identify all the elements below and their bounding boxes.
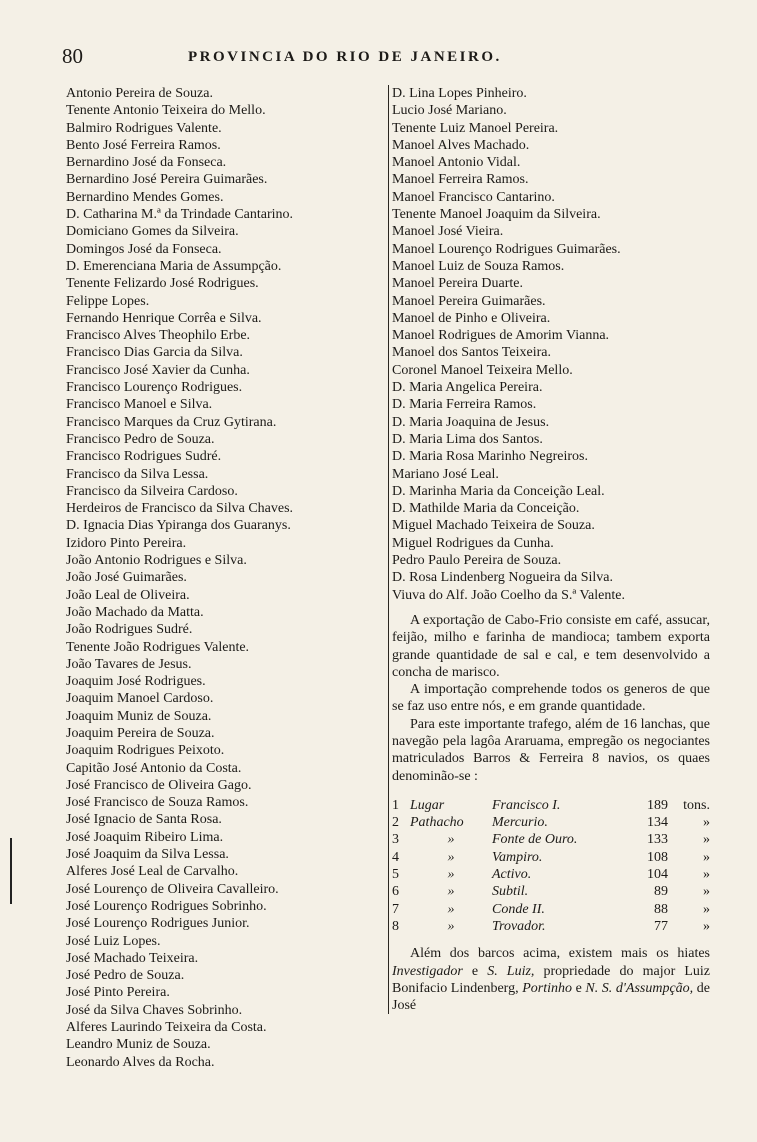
ship-unit: » bbox=[703, 884, 710, 900]
name-entry: Francisco Marques da Cruz Gytirana. bbox=[66, 414, 277, 430]
name-entry: Manoel Ferreira Ramos. bbox=[392, 172, 529, 188]
left-column-names bbox=[66, 85, 382, 1071]
ship-name: Mercurio. bbox=[492, 815, 548, 831]
name-entry: João Leal de Oliveira. bbox=[66, 587, 190, 603]
ship-unit: » bbox=[703, 832, 710, 848]
name-entry: D. Catharina M.ª da Trindade Cantarino. bbox=[66, 207, 294, 223]
ship-unit: » bbox=[703, 867, 710, 883]
name-entry: Bernardino José da Fonseca. bbox=[66, 155, 227, 171]
ship-type: » bbox=[447, 918, 455, 934]
name-entry: Bento José Ferreira Ramos. bbox=[66, 137, 221, 153]
ship-type: » bbox=[447, 849, 455, 865]
ship-tons: 133 bbox=[647, 832, 668, 848]
ship-name: Subtil. bbox=[492, 884, 529, 900]
name-entry: Manoel dos Santos Teixeira. bbox=[392, 345, 551, 361]
final-ship-assumpcao: N. S. d'Assumpção, bbox=[585, 980, 694, 996]
name-entry: Manoel Antonio Vidal. bbox=[392, 155, 521, 171]
ship-row bbox=[392, 918, 710, 935]
name-entry: João Tavares de Jesus. bbox=[66, 656, 192, 672]
name-entry: Balmiro Rodrigues Valente. bbox=[66, 120, 222, 136]
name-entry: D. Rosa Lindenberg Nogueira da Silva. bbox=[392, 570, 613, 586]
name-entry: Manoel Lourenço Rodrigues Guimarães. bbox=[392, 241, 621, 257]
name-entry: Pedro Paulo Pereira de Souza. bbox=[392, 553, 562, 569]
ship-name: Conde II. bbox=[492, 901, 545, 917]
name-entry: D. Maria Joaquina de Jesus. bbox=[392, 414, 550, 430]
ship-row bbox=[392, 901, 710, 918]
name-entry: Manoel Pereira Duarte. bbox=[392, 276, 523, 292]
name-entry: José Pedro de Souza. bbox=[66, 968, 185, 984]
ship-unit: » bbox=[703, 815, 710, 831]
name-entry: Francisco Dias Garcia da Silva. bbox=[66, 345, 243, 361]
name-entry: Capitão José Antonio da Costa. bbox=[66, 760, 242, 776]
name-entry: Felippe Lopes. bbox=[66, 293, 150, 309]
name-entry: José Francisco de Souza Ramos. bbox=[66, 795, 249, 811]
name-entry: Alferes Laurindo Teixeira da Costa. bbox=[66, 1020, 267, 1036]
paragraph-importacao-text: A importação comprehende todos os generos de que se faz uso entre nós, e em grande quantidade. bbox=[392, 682, 710, 715]
name-entry: Manoel Alves Machado. bbox=[392, 137, 530, 153]
name-entry: Domiciano Gomes da Silveira. bbox=[66, 224, 239, 240]
ship-type: » bbox=[447, 884, 455, 900]
name-entry: Joaquim Muniz de Souza. bbox=[66, 708, 212, 724]
ship-type: Lugar bbox=[410, 797, 445, 813]
name-entry: Fernando Henrique Corrêa e Silva. bbox=[66, 310, 262, 326]
ship-name: Activo. bbox=[492, 867, 532, 883]
paragraph-final bbox=[392, 945, 710, 1014]
ship-type: » bbox=[447, 901, 455, 917]
name-entry: Francisco Rodrigues Sudré. bbox=[66, 449, 222, 465]
name-entry: Izidoro Pinto Pereira. bbox=[66, 535, 187, 551]
name-entry: José Pinto Pereira. bbox=[66, 985, 170, 1001]
name-entry: Francisco da Silva Lessa. bbox=[66, 466, 209, 482]
name-entry: Leonardo Alves da Rocha. bbox=[66, 1054, 215, 1070]
name-entry: José Luiz Lopes. bbox=[66, 933, 161, 949]
ships-table bbox=[392, 797, 710, 935]
name-entry: Manoel Pereira Guimarães. bbox=[392, 293, 546, 309]
final-text-1: Além dos barcos acima, existem mais os hiates bbox=[410, 946, 710, 962]
name-entry: Herdeiros de Francisco da Silva Chaves. bbox=[66, 501, 294, 517]
paragraph-importacao bbox=[392, 681, 710, 716]
ship-row bbox=[392, 831, 710, 848]
name-entry: Alferes José Leal de Carvalho. bbox=[66, 864, 239, 880]
ship-num: 2 bbox=[392, 815, 399, 831]
margin-mark bbox=[10, 838, 12, 904]
ship-type: Pathacho bbox=[410, 815, 464, 831]
name-entry: José Lourenço de Oliveira Cavalleiro. bbox=[66, 881, 279, 897]
name-entry: Leandro Muniz de Souza. bbox=[66, 1037, 211, 1053]
ship-num: 8 bbox=[392, 918, 399, 934]
name-entry: Miguel Rodrigues da Cunha. bbox=[392, 535, 554, 551]
page-header bbox=[62, 44, 712, 76]
ship-tons: 134 bbox=[647, 815, 668, 831]
name-entry: Coronel Manoel Teixeira Mello. bbox=[392, 362, 573, 378]
paragraph-exportacao bbox=[392, 612, 710, 681]
name-entry: Joaquim Manoel Cardoso. bbox=[66, 691, 214, 707]
name-entry: D. Emerenciana Maria de Assumpção. bbox=[66, 258, 282, 274]
final-text-3: propriedade do major Luiz Bonifacio Lindenberg, bbox=[392, 963, 710, 996]
name-entry: D. Marinha Maria da Conceição Leal. bbox=[392, 483, 605, 499]
name-entry: Tenente Manoel Joaquim da Silveira. bbox=[392, 207, 601, 223]
name-entry: Bernardino José Pereira Guimarães. bbox=[66, 172, 268, 188]
ship-name: Fonte de Ouro. bbox=[492, 832, 578, 848]
ship-row bbox=[392, 849, 710, 866]
name-entry: Francisco Manoel e Silva. bbox=[66, 397, 213, 413]
paragraph-trafego-text: Para este importante trafego, além de 16 lanchas, que navegão pela lagôa Araruama, empregão os negociantes matriculados Barros & Ferreira 8 navios, os quaes denominão-se : bbox=[392, 716, 710, 784]
name-entry: Francisco da Silveira Cardoso. bbox=[66, 483, 238, 499]
name-entry: D. Maria Ferreira Ramos. bbox=[392, 397, 537, 413]
name-entry: Tenente Felizardo José Rodrigues. bbox=[66, 276, 259, 292]
name-entry: José Lourenço Rodrigues Sobrinho. bbox=[66, 898, 267, 914]
name-entry: Joaquim Rodrigues Peixoto. bbox=[66, 743, 225, 759]
ship-tons: 77 bbox=[654, 918, 668, 934]
ship-num: 3 bbox=[392, 832, 399, 848]
name-entry: Manoel José Vieira. bbox=[392, 224, 504, 240]
ship-unit: » bbox=[703, 849, 710, 865]
ship-unit: » bbox=[703, 901, 710, 917]
name-entry: Bernardino Mendes Gomes. bbox=[66, 189, 224, 205]
ship-name: Vampiro. bbox=[492, 849, 543, 865]
name-entry: Manoel Luiz de Souza Ramos. bbox=[392, 258, 565, 274]
name-entry: D. Ignacia Dias Ypiranga dos Guaranys. bbox=[66, 518, 291, 534]
final-text-2: e bbox=[462, 963, 488, 979]
final-ship-portinho: Portinho bbox=[522, 980, 572, 996]
final-ship-s-luiz: S. Luiz, bbox=[487, 963, 535, 979]
ship-type: » bbox=[447, 867, 455, 883]
name-entry: D. Maria Angelica Pereira. bbox=[392, 380, 543, 396]
name-entry: Joaquim José Rodrigues. bbox=[66, 674, 206, 690]
name-entry: Tenente Antonio Teixeira do Mello. bbox=[66, 103, 266, 119]
name-entry: Francisco Lourenço Rodrigues. bbox=[66, 380, 243, 396]
name-entry: D. Lina Lopes Pinheiro. bbox=[392, 86, 527, 101]
final-text-4: e bbox=[571, 980, 586, 996]
name-entry: Joaquim Pereira de Souza. bbox=[66, 725, 215, 741]
name-entry: José Ignacio de Santa Rosa. bbox=[66, 812, 222, 828]
paragraph-exportacao-text: A exportação de Cabo-Frio consiste em café, assucar, feijão, milho e farinha de mandioca; tambem exporta grande quantidade de sal e cal, e tem desenvolvido a concha de marisco. bbox=[392, 612, 710, 680]
ship-tons: 89 bbox=[654, 884, 668, 900]
name-entry: D. Maria Lima dos Santos. bbox=[392, 431, 543, 447]
name-entry: João Rodrigues Sudré. bbox=[66, 622, 193, 638]
ship-row bbox=[392, 866, 710, 883]
ship-tons: 189 bbox=[647, 797, 668, 813]
name-entry: Antonio Pereira de Souza. bbox=[66, 86, 213, 101]
name-entry: Francisco José Xavier da Cunha. bbox=[66, 362, 250, 378]
ship-num: 4 bbox=[392, 849, 399, 865]
ship-unit: tons. bbox=[683, 797, 710, 813]
name-entry: José Joaquim Ribeiro Lima. bbox=[66, 829, 224, 845]
name-entry: Manoel Francisco Cantarino. bbox=[392, 189, 555, 205]
ship-num: 6 bbox=[392, 884, 399, 900]
ship-tons: 104 bbox=[647, 867, 668, 883]
name-entry: João José Guimarães. bbox=[66, 570, 187, 586]
name-entry: Mariano José Leal. bbox=[392, 466, 499, 482]
name-entry: José Lourenço Rodrigues Junior. bbox=[66, 916, 250, 932]
name-entry: Tenente João Rodrigues Valente. bbox=[66, 639, 250, 655]
page-number: 80 bbox=[62, 44, 83, 68]
ship-tons: 108 bbox=[647, 849, 668, 865]
name-entry: Manoel Rodrigues de Amorim Vianna. bbox=[392, 328, 610, 344]
right-column bbox=[388, 85, 710, 1014]
name-entry: José da Silva Chaves Sobrinho. bbox=[66, 1002, 243, 1018]
name-entry: Viuva do Alf. João Coelho da S.ª Valente. bbox=[392, 587, 625, 603]
ship-row bbox=[392, 797, 710, 814]
ship-row bbox=[392, 814, 710, 831]
name-entry: D. Maria Rosa Marinho Negreiros. bbox=[392, 449, 588, 465]
ship-unit: » bbox=[703, 918, 710, 934]
name-entry: Francisco Pedro de Souza. bbox=[66, 431, 215, 447]
ship-type: » bbox=[447, 832, 455, 848]
ship-name: Trovador. bbox=[492, 918, 546, 934]
paragraph-trafego bbox=[392, 716, 710, 785]
ship-num: 7 bbox=[392, 901, 399, 917]
name-entry: Tenente Luiz Manoel Pereira. bbox=[392, 120, 559, 136]
name-entry: Miguel Machado Teixeira de Souza. bbox=[392, 518, 595, 534]
running-title: PROVINCIA DO RIO DE JANEIRO. bbox=[188, 49, 502, 65]
ship-name: Francisco I. bbox=[492, 797, 561, 813]
ship-tons: 88 bbox=[654, 901, 668, 917]
name-entry: João Antonio Rodrigues e Silva. bbox=[66, 553, 247, 569]
ship-num: 1 bbox=[392, 797, 399, 813]
name-entry: José Machado Teixeira. bbox=[66, 950, 199, 966]
ship-num: 5 bbox=[392, 867, 399, 883]
name-entry: José Francisco de Oliveira Gago. bbox=[66, 777, 252, 793]
name-entry: Manoel de Pinho e Oliveira. bbox=[392, 310, 551, 326]
right-column-names bbox=[392, 85, 710, 604]
name-entry: D. Mathilde Maria da Conceição. bbox=[392, 501, 580, 517]
name-entry: Lucio José Mariano. bbox=[392, 103, 507, 119]
name-entry: Domingos José da Fonseca. bbox=[66, 241, 222, 257]
name-entry: João Machado da Matta. bbox=[66, 604, 204, 620]
name-entry: José Joaquim da Silva Lessa. bbox=[66, 847, 229, 863]
final-text-5: de José bbox=[392, 980, 710, 1014]
ship-row bbox=[392, 883, 710, 900]
name-entry: Francisco Alves Theophilo Erbe. bbox=[66, 328, 251, 344]
final-ship-investigador: Investigador bbox=[392, 963, 463, 979]
